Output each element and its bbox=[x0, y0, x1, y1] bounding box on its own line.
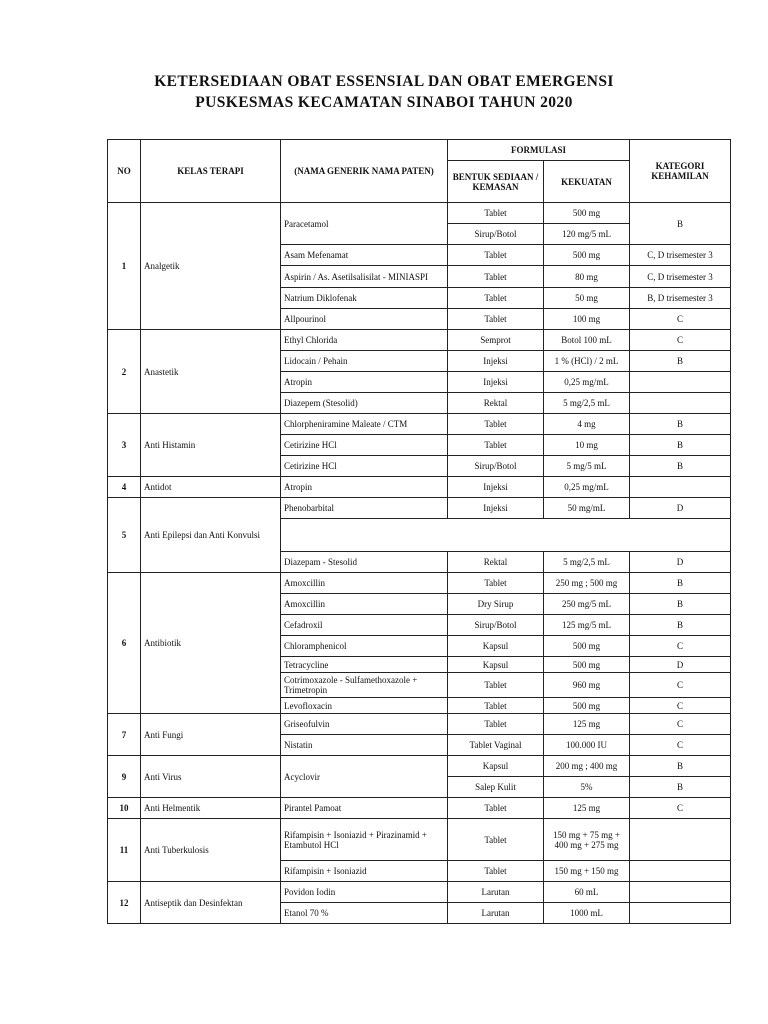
nama-cell: Amoxcillin bbox=[281, 594, 448, 615]
nama-cell: Pirantel Pamoat bbox=[281, 798, 448, 819]
kategori-cell bbox=[630, 372, 731, 393]
kategori-cell: B bbox=[630, 435, 731, 456]
kategori-cell: C, D trisemester 3 bbox=[630, 266, 731, 288]
document-title-line-2: PUSKESMAS KECAMATAN SINABOI TAHUN 2020 bbox=[195, 94, 573, 111]
kekuatan-cell: 500 mg bbox=[544, 657, 630, 673]
bentuk-cell: Kapsul bbox=[448, 657, 544, 673]
header-kekuatan: KEKUATAN bbox=[544, 161, 630, 203]
kekuatan-cell: 100 mg bbox=[544, 309, 630, 330]
kekuatan-cell: 250 mg ; 500 mg bbox=[544, 573, 630, 594]
header-row-1 bbox=[108, 140, 731, 161]
kategori-cell bbox=[630, 477, 731, 498]
table-row bbox=[108, 573, 731, 594]
kekuatan-cell: 5 mg/5 mL bbox=[544, 456, 630, 477]
nama-cell: Aspirin / As. Asetilsalisilat - MINIASPI bbox=[281, 266, 448, 288]
bentuk-cell: Rektal bbox=[448, 552, 544, 573]
kekuatan-cell: 0,25 mg/mL bbox=[544, 477, 630, 498]
bentuk-cell: Tablet bbox=[448, 203, 544, 224]
kekuatan-cell: 250 mg/5 mL bbox=[544, 594, 630, 615]
kategori-cell: C, D trisemester 3 bbox=[630, 245, 731, 266]
kategori-cell: B bbox=[630, 777, 731, 798]
table-row bbox=[108, 882, 731, 903]
row-number: 1 bbox=[108, 203, 141, 330]
row-number: 6 bbox=[108, 573, 141, 714]
row-number: 7 bbox=[108, 714, 141, 756]
bentuk-cell: Sirup/Botol bbox=[448, 456, 544, 477]
kekuatan-cell: 150 mg + 150 mg bbox=[544, 861, 630, 882]
table-row bbox=[108, 714, 731, 735]
kategori-cell bbox=[630, 882, 731, 903]
bentuk-cell: Tablet Vaginal bbox=[448, 735, 544, 756]
kelas-terapi-cell: Anti Tuberkulosis bbox=[141, 819, 281, 882]
nama-cell: Paracetamol bbox=[281, 203, 448, 245]
nama-cell: Phenobarbital bbox=[281, 498, 448, 519]
nama-cell: Chloramphenicol bbox=[281, 636, 448, 657]
kelas-terapi-cell: Anastetik bbox=[141, 330, 281, 414]
header-kategori: KATEGORI KEHAMILAN bbox=[630, 140, 731, 203]
bentuk-cell: Semprot bbox=[448, 330, 544, 351]
row-number: 11 bbox=[108, 819, 141, 882]
kelas-terapi-cell: Antibiotik bbox=[141, 573, 281, 714]
nama-cell: Atropin bbox=[281, 372, 448, 393]
row-number: 2 bbox=[108, 330, 141, 414]
kekuatan-cell: 5% bbox=[544, 777, 630, 798]
nama-cell: Cetirizine HCl bbox=[281, 456, 448, 477]
nama-cell: Nistatin bbox=[281, 735, 448, 756]
kekuatan-cell: 100.000 IU bbox=[544, 735, 630, 756]
bentuk-cell: Sirup/Botol bbox=[448, 615, 544, 636]
kategori-cell: C bbox=[630, 330, 731, 351]
table-row bbox=[108, 330, 731, 351]
nama-cell: Atropin bbox=[281, 477, 448, 498]
bentuk-cell: Kapsul bbox=[448, 756, 544, 777]
kelas-terapi-cell: Analgetik bbox=[141, 203, 281, 330]
row-number: 4 bbox=[108, 477, 141, 498]
header-formulasi: FORMULASI bbox=[448, 140, 630, 161]
kategori-cell: B bbox=[630, 594, 731, 615]
bentuk-cell: Tablet bbox=[448, 861, 544, 882]
kekuatan-cell: 150 mg + 75 mg + 400 mg + 275 mg bbox=[544, 819, 630, 861]
header-bentuk: BENTUK SEDIAAN / KEMASAN bbox=[448, 161, 544, 203]
kekuatan-cell: 1 % (HCl) / 2 mL bbox=[544, 351, 630, 372]
nama-cell: Diazepem (Stesolid) bbox=[281, 393, 448, 414]
kekuatan-cell: 500 mg bbox=[544, 203, 630, 224]
bentuk-cell: Tablet bbox=[448, 698, 544, 714]
kategori-cell: C bbox=[630, 714, 731, 735]
kategori-cell: C bbox=[630, 798, 731, 819]
kekuatan-cell: 200 mg ; 400 mg bbox=[544, 756, 630, 777]
kekuatan-cell: 10 mg bbox=[544, 435, 630, 456]
kekuatan-cell: 120 mg/5 mL bbox=[544, 224, 630, 245]
kategori-cell: D bbox=[630, 657, 731, 673]
kekuatan-cell: 125 mg bbox=[544, 798, 630, 819]
bentuk-cell: Injeksi bbox=[448, 372, 544, 393]
bentuk-cell: Salep Kulit bbox=[448, 777, 544, 798]
kelas-terapi-cell: Anti Histamin bbox=[141, 414, 281, 477]
bentuk-cell: Injeksi bbox=[448, 477, 544, 498]
kategori-cell: C bbox=[630, 636, 731, 657]
nama-cell: Amoxcillin bbox=[281, 573, 448, 594]
row-number: 12 bbox=[108, 882, 141, 924]
kekuatan-cell: 60 mL bbox=[544, 882, 630, 903]
table-row bbox=[108, 203, 731, 224]
table-row bbox=[108, 477, 731, 498]
bentuk-cell: Kapsul bbox=[448, 636, 544, 657]
nama-cell: Chlorpheniramine Maleate / CTM bbox=[281, 414, 448, 435]
bentuk-cell: Dry Sirup bbox=[448, 594, 544, 615]
kekuatan-cell: 50 mg bbox=[544, 288, 630, 309]
row-number: 10 bbox=[108, 798, 141, 819]
bentuk-cell: Injeksi bbox=[448, 351, 544, 372]
nama-cell: Rifampisin + Isoniazid + Pirazinamid + Etambutol HCl bbox=[281, 819, 448, 861]
kekuatan-cell: 5 mg/2,5 mL bbox=[544, 552, 630, 573]
kategori-cell: C bbox=[630, 309, 731, 330]
kelas-terapi-cell: Anti Epilepsi dan Anti Konvulsi bbox=[141, 498, 281, 573]
nama-cell: Povidon Iodin bbox=[281, 882, 448, 903]
kekuatan-cell: 4 mg bbox=[544, 414, 630, 435]
header-kelas-terapi: KELAS TERAPI bbox=[141, 140, 281, 203]
kategori-cell bbox=[630, 819, 731, 861]
nama-cell: Tetracycline bbox=[281, 657, 448, 673]
kelas-terapi-cell: Anti Virus bbox=[141, 756, 281, 798]
bentuk-cell: Tablet bbox=[448, 414, 544, 435]
kekuatan-cell: 500 mg bbox=[544, 636, 630, 657]
nama-cell: Allpourinol bbox=[281, 309, 448, 330]
kategori-cell: D bbox=[630, 552, 731, 573]
bentuk-cell: Injeksi bbox=[448, 498, 544, 519]
table-row bbox=[108, 498, 731, 519]
kekuatan-cell: 125 mg bbox=[544, 714, 630, 735]
nama-cell: Lidocain / Pehain bbox=[281, 351, 448, 372]
bentuk-cell: Rektal bbox=[448, 393, 544, 414]
table-row bbox=[108, 798, 731, 819]
row-number: 5 bbox=[108, 498, 141, 573]
kekuatan-cell: 0,25 mg/mL bbox=[544, 372, 630, 393]
bentuk-cell: Tablet bbox=[448, 819, 544, 861]
empty-cell bbox=[281, 519, 731, 552]
kekuatan-cell: 125 mg/5 mL bbox=[544, 615, 630, 636]
nama-cell: Cefadroxil bbox=[281, 615, 448, 636]
kekuatan-cell: 80 mg bbox=[544, 266, 630, 288]
kategori-cell bbox=[630, 903, 731, 924]
bentuk-cell: Tablet bbox=[448, 573, 544, 594]
bentuk-cell: Tablet bbox=[448, 798, 544, 819]
kategori-cell: B bbox=[630, 573, 731, 594]
medicine-table bbox=[107, 139, 731, 924]
kategori-cell: B bbox=[630, 351, 731, 372]
nama-cell: Etanol 70 % bbox=[281, 903, 448, 924]
kategori-cell: B bbox=[630, 203, 731, 245]
kategori-cell: C bbox=[630, 673, 731, 698]
header-nama: (NAMA GENERIK NAMA PATEN) bbox=[281, 140, 448, 203]
nama-cell: Cotrimoxazole - Sulfamethoxazole + Trimetropin bbox=[281, 673, 448, 698]
bentuk-cell: Tablet bbox=[448, 266, 544, 288]
bentuk-cell: Tablet bbox=[448, 673, 544, 698]
kekuatan-cell: 5 mg/2,5 mL bbox=[544, 393, 630, 414]
document-title-line-1: KETERSEDIAAN OBAT ESSENSIAL DAN OBAT EMERGENSI bbox=[154, 73, 614, 90]
kekuatan-cell: 960 mg bbox=[544, 673, 630, 698]
nama-cell: Levofloxacin bbox=[281, 698, 448, 714]
kategori-cell: D bbox=[630, 498, 731, 519]
kategori-cell: B bbox=[630, 456, 731, 477]
table-row bbox=[108, 756, 731, 777]
kategori-cell: B bbox=[630, 615, 731, 636]
bentuk-cell: Tablet bbox=[448, 714, 544, 735]
bentuk-cell: Sirup/Botol bbox=[448, 224, 544, 245]
kategori-cell: B bbox=[630, 414, 731, 435]
kategori-cell: B, D trisemester 3 bbox=[630, 288, 731, 309]
nama-cell: Cetirizine HCl bbox=[281, 435, 448, 456]
kekuatan-cell: 1000 mL bbox=[544, 903, 630, 924]
bentuk-cell: Tablet bbox=[448, 309, 544, 330]
bentuk-cell: Larutan bbox=[448, 882, 544, 903]
row-number: 3 bbox=[108, 414, 141, 477]
table-row bbox=[108, 414, 731, 435]
bentuk-cell: Larutan bbox=[448, 903, 544, 924]
kategori-cell: B bbox=[630, 756, 731, 777]
kelas-terapi-cell: Anti Fungi bbox=[141, 714, 281, 756]
bentuk-cell: Tablet bbox=[448, 288, 544, 309]
kekuatan-cell: Botol 100 mL bbox=[544, 330, 630, 351]
nama-cell: Rifampisin + Isoniazid bbox=[281, 861, 448, 882]
kategori-cell bbox=[630, 861, 731, 882]
header-no: NO bbox=[108, 140, 141, 203]
kelas-terapi-cell: Antidot bbox=[141, 477, 281, 498]
kategori-cell bbox=[630, 393, 731, 414]
nama-cell: Diazepam - Stesolid bbox=[281, 552, 448, 573]
nama-cell: Natrium Diklofenak bbox=[281, 288, 448, 309]
nama-cell: Griseofulvin bbox=[281, 714, 448, 735]
kekuatan-cell: 50 mg/mL bbox=[544, 498, 630, 519]
kelas-terapi-cell: Antiseptik dan Desinfektan bbox=[141, 882, 281, 924]
kategori-cell: C bbox=[630, 735, 731, 756]
row-number: 9 bbox=[108, 756, 141, 798]
nama-cell: Acyclovir bbox=[281, 756, 448, 798]
kategori-cell: C bbox=[630, 698, 731, 714]
kekuatan-cell: 500 mg bbox=[544, 245, 630, 266]
nama-cell: Ethyl Chlorida bbox=[281, 330, 448, 351]
nama-cell: Asam Mefenamat bbox=[281, 245, 448, 266]
kelas-terapi-cell: Anti Helmentik bbox=[141, 798, 281, 819]
bentuk-cell: Tablet bbox=[448, 435, 544, 456]
kekuatan-cell: 500 mg bbox=[544, 698, 630, 714]
table-row bbox=[108, 819, 731, 861]
bentuk-cell: Tablet bbox=[448, 245, 544, 266]
table-body bbox=[108, 140, 731, 924]
